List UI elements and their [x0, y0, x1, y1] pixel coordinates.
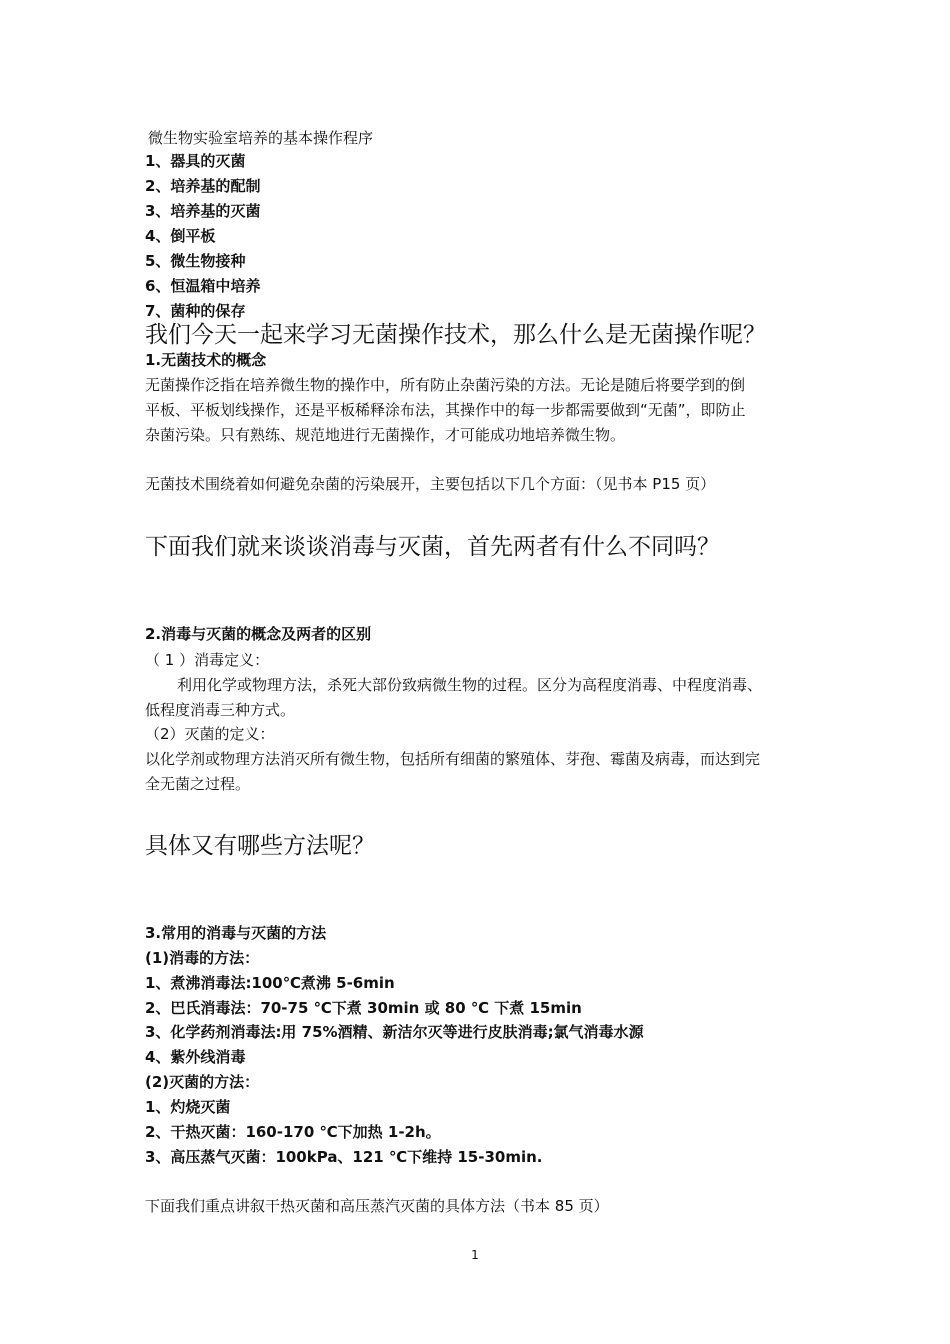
disinfection-method: 3、化学药剂消毒法:用 75%酒精、新洁尔灭等进行皮肤消毒;氯气消毒水源: [145, 1023, 644, 1041]
procedure-step: 4、倒平板: [145, 227, 216, 245]
document-title: 微生物实验室培养的基本操作程序: [148, 129, 374, 147]
sterilization-methods-label: (2)灭菌的方法：: [145, 1073, 260, 1091]
procedure-step: 5、微生物接种: [145, 252, 246, 270]
procedure-step: 2、培养基的配制: [145, 177, 261, 195]
section-2-title: 2.消毒与灭菌的概念及两者的区别: [145, 625, 372, 643]
procedure-step: 3、培养基的灭菌: [145, 202, 261, 220]
section-1-title: 1.无菌技术的概念: [145, 351, 267, 369]
section-1-paragraph-line: 平板、平板划线操作，还是平板稀释涂布法，其操作中的每一步都需要做到“无菌”，即防止: [145, 401, 746, 419]
disinfection-definition-label: （ 1 ）消毒定义：: [145, 651, 270, 669]
sterilization-definition-label: （2）灭菌的定义：: [145, 725, 275, 743]
section-1-note: 无菌技术围绕着如何避免杂菌的污染展开，主要包括以下几个方面：（见书本 P15 页）: [145, 475, 716, 493]
sterilization-method: 3、高压蒸气灭菌：100kPa、121 ℃下维持 15-30min.: [145, 1148, 543, 1166]
procedure-step: 6、恒温箱中培养: [145, 277, 261, 295]
disinfection-definition-line: 低程度消毒三种方式。: [145, 701, 296, 719]
disinfection-method: 4、紫外线消毒: [145, 1048, 246, 1066]
sterilization-method: 2、干热灭菌：160-170 ℃下加热 1-2h。: [145, 1123, 441, 1141]
disinfection-method: 2、巴氏消毒法：70-75 ℃下煮 30min 或 80 ℃ 下煮 15min: [145, 999, 582, 1017]
heading-intro: 我们今天一起来学习无菌操作技术，那么什么是无菌操作呢？: [145, 322, 766, 348]
heading-disinfection-vs-sterilization: 下面我们就来谈谈消毒与灭菌，首先两者有什么不同吗？: [145, 534, 720, 560]
disinfection-definition-line: 利用化学或物理方法，杀死大部份致病微生物的过程。区分为高程度消毒、中程度消毒、: [177, 676, 763, 694]
disinfection-method: 1、煮沸消毒法:100℃煮沸 5-6min: [145, 974, 395, 992]
section-1-paragraph-line: 无菌操作泛指在培养微生物的操作中，所有防止杂菌污染的方法。无论是随后将要学到的倒: [145, 376, 746, 394]
sterilization-definition-line: 全无菌之过程。: [145, 775, 251, 793]
procedure-step: 1、器具的灭菌: [145, 152, 246, 170]
page-number: 1: [471, 1248, 479, 1262]
section-3-title: 3.常用的消毒与灭菌的方法: [145, 924, 327, 942]
sterilization-definition-line: 以化学剂或物理方法消灭所有微生物，包括所有细菌的繁殖体、芽孢、霉菌及病毒，而达到完: [145, 750, 761, 768]
disinfection-methods-label: (1)消毒的方法：: [145, 949, 260, 967]
procedure-step: 7、菌种的保存: [145, 302, 246, 320]
sterilization-method: 1、灼烧灭菌: [145, 1098, 231, 1116]
closing-line: 下面我们重点讲叙干热灭菌和高压蒸汽灭菌的具体方法（书本 85 页）: [145, 1197, 609, 1215]
section-1-paragraph-line: 杂菌污染。只有熟练、规范地进行无菌操作，才可能成功地培养微生物。: [145, 426, 626, 444]
heading-methods: 具体又有哪些方法呢？: [145, 833, 375, 859]
